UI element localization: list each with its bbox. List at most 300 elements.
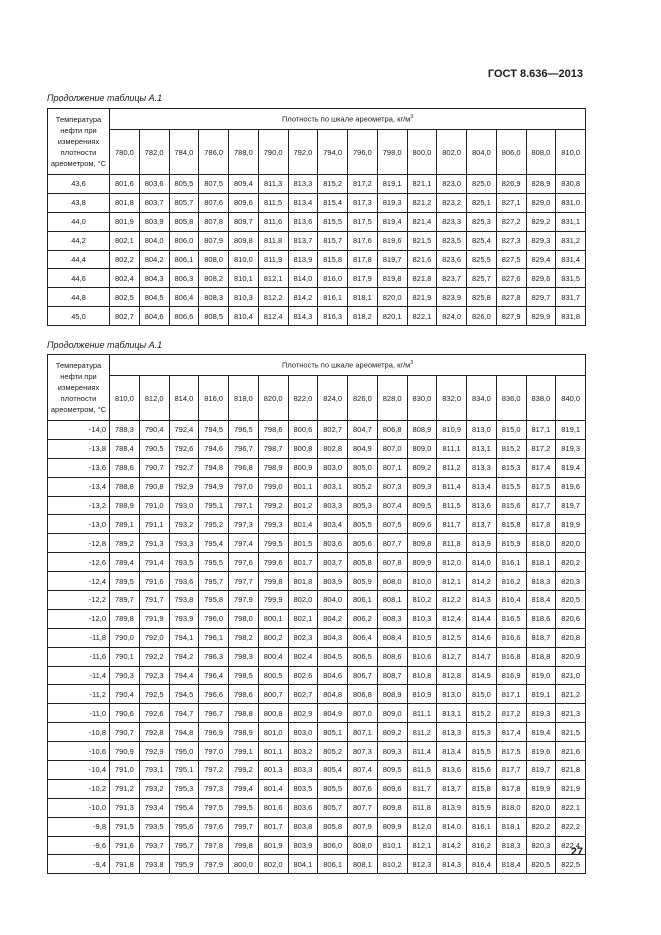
density-cell: 800,5 [258, 666, 288, 685]
column-header: 822,0 [288, 376, 318, 421]
density-cell: 797,3 [229, 515, 259, 534]
density-cell: 831,7 [556, 288, 586, 307]
density-cell: 811,8 [407, 798, 437, 817]
density-cell: 792,9 [169, 477, 199, 496]
density-cell: 797,9 [199, 855, 229, 874]
density-cell: 811,9 [258, 250, 288, 269]
unit-power: 3 [410, 360, 414, 367]
density-cell: 818,1 [496, 817, 526, 836]
density-cell: 819,7 [377, 250, 407, 269]
density-cell: 807,9 [348, 817, 378, 836]
density-cell: 793,1 [139, 761, 169, 780]
temperature-cell: -11,0 [48, 704, 110, 723]
density-cell: 802,2 [110, 250, 140, 269]
density-cell: 818,2 [348, 307, 378, 326]
density-cell: 822,5 [556, 855, 586, 874]
density-cell: 807,4 [348, 761, 378, 780]
column-header: 814,0 [169, 376, 199, 421]
density-cell: 799,1 [229, 742, 259, 761]
density-cell: 798,3 [229, 647, 259, 666]
density-cell: 798,5 [229, 666, 259, 685]
density-cell: 811,4 [437, 477, 467, 496]
density-cell: 809,2 [377, 723, 407, 742]
density-cell: 818,1 [526, 553, 556, 572]
density-cell: 797,0 [229, 477, 259, 496]
column-header: 794,0 [318, 130, 348, 175]
density-cell: 831,4 [556, 250, 586, 269]
density-cell: 816,6 [496, 628, 526, 647]
density-cell: 789,1 [110, 515, 140, 534]
density-cell: 801,7 [258, 817, 288, 836]
density-cell: 796,8 [229, 458, 259, 477]
density-cell: 816,1 [467, 817, 497, 836]
density-cell: 813,7 [437, 779, 467, 798]
table-row [48, 817, 586, 836]
temperature-cell: 44,6 [48, 269, 110, 288]
density-cell: 801,3 [258, 761, 288, 780]
density-cell: 797,9 [229, 591, 259, 610]
table-row [48, 704, 586, 723]
density-cell: 802,4 [288, 647, 318, 666]
density-cell: 816,0 [318, 269, 348, 288]
density-cell: 810,6 [407, 647, 437, 666]
density-cell: 798,7 [258, 439, 288, 458]
density-cell: 793,9 [169, 609, 199, 628]
density-cell: 788,9 [110, 496, 140, 515]
temperature-cell: 44,0 [48, 212, 110, 231]
temperature-cell: -11,2 [48, 685, 110, 704]
density-cell: 806,3 [169, 269, 199, 288]
density-cell: 792,2 [139, 647, 169, 666]
density-cell: 813,6 [288, 212, 318, 231]
density-cell: 806,5 [348, 647, 378, 666]
density-cell: 810,9 [407, 685, 437, 704]
density-cell: 820,3 [526, 836, 556, 855]
density-cell: 800,0 [229, 855, 259, 874]
density-cell: 817,9 [348, 269, 378, 288]
density-cell: 809,8 [407, 534, 437, 553]
density-cell: 801,6 [258, 798, 288, 817]
density-cell: 815,0 [467, 685, 497, 704]
density-cell: 812,3 [407, 855, 437, 874]
density-cell: 795,1 [199, 496, 229, 515]
density-cell: 796,5 [229, 421, 259, 440]
density-cell: 815,5 [467, 742, 497, 761]
density-cell: 802,7 [288, 685, 318, 704]
density-cell: 807,3 [348, 742, 378, 761]
density-cell: 827,2 [496, 212, 526, 231]
density-cell: 800,1 [258, 609, 288, 628]
density-cell: 806,1 [169, 250, 199, 269]
density-cell: 802,9 [288, 704, 318, 723]
density-cell: 803,9 [139, 212, 169, 231]
density-cell: 809,5 [407, 496, 437, 515]
column-header: 802,0 [437, 130, 467, 175]
density-cell: 816,4 [496, 591, 526, 610]
density-cell: 817,1 [526, 421, 556, 440]
density-cell: 827,1 [496, 193, 526, 212]
density-cell: 821,3 [556, 704, 586, 723]
density-cell: 805,6 [348, 534, 378, 553]
density-cell: 792,3 [139, 666, 169, 685]
density-cell: 797,1 [229, 496, 259, 515]
density-cell: 802,7 [110, 307, 140, 326]
density-cell: 820,0 [377, 288, 407, 307]
density-cell: 805,4 [318, 761, 348, 780]
density-cell: 791,3 [110, 798, 140, 817]
density-cell: 819,1 [377, 175, 407, 194]
density-cell: 809,6 [377, 779, 407, 798]
density-cell: 821,5 [556, 723, 586, 742]
density-cell: 803,3 [318, 496, 348, 515]
unit-power: 3 [410, 114, 414, 121]
page-number: 27 [570, 846, 583, 858]
density-cell: 803,4 [318, 515, 348, 534]
density-cell: 808,0 [377, 572, 407, 591]
density-cell: 807,8 [199, 212, 229, 231]
density-cell: 794,5 [199, 421, 229, 440]
temperature-cell: -13,0 [48, 515, 110, 534]
density-cell: 796,0 [199, 609, 229, 628]
density-cell: 802,6 [288, 666, 318, 685]
density-cell: 809,4 [229, 175, 259, 194]
density-cell: 818,0 [496, 798, 526, 817]
density-cell: 819,3 [556, 439, 586, 458]
density-cell: 804,3 [139, 269, 169, 288]
density-cell: 799,7 [229, 817, 259, 836]
density-cell: 791,9 [139, 609, 169, 628]
density-cell: 796,4 [199, 666, 229, 685]
density-cell: 793,7 [139, 836, 169, 855]
density-cell: 807,0 [348, 704, 378, 723]
density-cell: 795,3 [169, 779, 199, 798]
density-cell: 827,8 [496, 288, 526, 307]
density-cell: 799,2 [229, 761, 259, 780]
density-cell: 803,6 [318, 534, 348, 553]
density-cell: 807,6 [199, 193, 229, 212]
density-cell: 795,2 [199, 515, 229, 534]
density-cell: 817,6 [348, 231, 378, 250]
density-cell: 799,8 [258, 572, 288, 591]
density-cell: 801,6 [110, 175, 140, 194]
density-cell: 790,6 [110, 704, 140, 723]
density-cell: 818,7 [526, 628, 556, 647]
density-cell: 819,7 [556, 496, 586, 515]
density-cell: 793,8 [139, 855, 169, 874]
density-cell: 790,4 [139, 421, 169, 440]
density-cell: 790,3 [110, 666, 140, 685]
temperature-cell: -10,8 [48, 723, 110, 742]
column-header: 832,0 [437, 376, 467, 421]
table-caption: Продолжение таблицы А.1 [47, 93, 163, 103]
density-cell: 815,6 [467, 761, 497, 780]
density-cell: 814,3 [467, 591, 497, 610]
density-cell: 797,7 [229, 572, 259, 591]
density-cell: 800,4 [258, 647, 288, 666]
density-cell: 813,4 [437, 742, 467, 761]
density-cell: 825,4 [467, 231, 497, 250]
density-cell: 815,6 [496, 496, 526, 515]
density-cell: 798,6 [229, 685, 259, 704]
density-cell: 807,7 [377, 534, 407, 553]
table-row [48, 742, 586, 761]
density-cell: 820,6 [556, 609, 586, 628]
density-cell: 803,0 [318, 458, 348, 477]
density-cell: 790,7 [139, 458, 169, 477]
density-table-2 [47, 354, 586, 874]
density-cell: 800,2 [258, 628, 288, 647]
density-cell: 793,2 [169, 515, 199, 534]
density-cell: 810,8 [407, 666, 437, 685]
density-cell: 813,3 [437, 723, 467, 742]
density-cell: 831,8 [556, 307, 586, 326]
column-header: 786,0 [199, 130, 229, 175]
density-cell: 799,2 [258, 496, 288, 515]
density-cell: 805,5 [169, 175, 199, 194]
density-cell: 821,1 [407, 175, 437, 194]
density-cell: 814,2 [437, 836, 467, 855]
density-cell: 809,3 [407, 477, 437, 496]
density-cell: 815,3 [467, 723, 497, 742]
density-span-header [110, 355, 586, 376]
density-cell: 831,0 [556, 193, 586, 212]
density-cell: 821,5 [407, 231, 437, 250]
column-header: 792,0 [288, 130, 318, 175]
density-cell: 828,9 [526, 175, 556, 194]
density-cell: 791,2 [110, 779, 140, 798]
density-cell: 790,1 [110, 647, 140, 666]
density-cell: 801,1 [288, 477, 318, 496]
density-cell: 799,0 [258, 477, 288, 496]
density-cell: 821,8 [556, 761, 586, 780]
density-cell: 803,9 [318, 572, 348, 591]
density-cell: 818,1 [348, 288, 378, 307]
density-cell: 809,7 [229, 212, 259, 231]
density-cell: 789,5 [110, 572, 140, 591]
density-cell: 806,7 [348, 666, 378, 685]
density-cell: 794,2 [169, 647, 199, 666]
table-row [48, 231, 586, 250]
density-cell: 801,7 [288, 553, 318, 572]
density-cell: 808,9 [407, 421, 437, 440]
table-row [48, 647, 586, 666]
density-cell: 831,1 [556, 212, 586, 231]
table-row [48, 666, 586, 685]
density-cell: 800,8 [258, 704, 288, 723]
density-cell: 816,2 [496, 572, 526, 591]
density-cell: 790,0 [110, 628, 140, 647]
density-cell: 798,9 [258, 458, 288, 477]
density-cell: 798,2 [229, 628, 259, 647]
density-cell: 819,7 [526, 761, 556, 780]
density-cell: 825,7 [467, 269, 497, 288]
density-cell: 799,5 [229, 798, 259, 817]
column-header: 782,0 [139, 130, 169, 175]
density-cell: 819,9 [526, 779, 556, 798]
density-cell: 810,2 [377, 855, 407, 874]
density-cell: 819,4 [526, 723, 556, 742]
density-cell: 797,0 [199, 742, 229, 761]
density-cell: 799,6 [258, 553, 288, 572]
density-cell: 819,6 [556, 477, 586, 496]
density-cell: 823,5 [437, 231, 467, 250]
density-cell: 819,1 [556, 421, 586, 440]
density-cell: 818,0 [526, 534, 556, 553]
density-cell: 793,4 [139, 798, 169, 817]
density-cell: 815,4 [318, 193, 348, 212]
density-cell: 808,2 [199, 269, 229, 288]
density-cell: 811,2 [407, 723, 437, 742]
density-cell: 822,2 [556, 817, 586, 836]
density-cell: 814,0 [288, 269, 318, 288]
table-row [48, 779, 586, 798]
density-cell: 813,9 [437, 798, 467, 817]
density-cell: 801,9 [258, 836, 288, 855]
density-cell: 819,8 [377, 269, 407, 288]
density-cell: 801,2 [288, 496, 318, 515]
density-cell: 788,8 [110, 477, 140, 496]
density-cell: 812,2 [258, 288, 288, 307]
density-cell: 829,0 [526, 193, 556, 212]
column-header: 796,0 [348, 130, 378, 175]
density-cell: 819,0 [526, 666, 556, 685]
temperature-cell: 44,8 [48, 288, 110, 307]
density-cell: 810,0 [407, 572, 437, 591]
density-cell: 792,7 [169, 458, 199, 477]
table-row [48, 628, 586, 647]
density-cell: 807,9 [199, 231, 229, 250]
density-cell: 800,8 [288, 439, 318, 458]
density-cell: 799,4 [229, 779, 259, 798]
table-row [48, 572, 586, 591]
density-cell: 829,7 [526, 288, 556, 307]
density-cell: 817,8 [526, 515, 556, 534]
density-cell: 788,3 [110, 421, 140, 440]
density-cell: 791,8 [110, 855, 140, 874]
column-header: 810,0 [556, 130, 586, 175]
density-cell: 829,9 [526, 307, 556, 326]
density-cell: 794,1 [169, 628, 199, 647]
density-cell: 803,8 [288, 817, 318, 836]
column-header: 810,0 [110, 376, 140, 421]
density-cell: 804,9 [318, 704, 348, 723]
density-cell: 803,2 [288, 742, 318, 761]
temperature-cell: -9,6 [48, 836, 110, 855]
density-cell: 815,9 [467, 798, 497, 817]
density-cell: 815,5 [496, 477, 526, 496]
density-cell: 810,0 [229, 250, 259, 269]
density-cell: 803,7 [318, 553, 348, 572]
density-cell: 813,0 [467, 421, 497, 440]
density-cell: 817,4 [496, 723, 526, 742]
density-cell: 823,0 [437, 175, 467, 194]
temperature-cell: -11,6 [48, 647, 110, 666]
density-cell: 801,5 [288, 534, 318, 553]
density-span-header [110, 109, 586, 130]
density-cell: 817,2 [496, 704, 526, 723]
density-cell: 815,2 [318, 175, 348, 194]
density-cell: 809,8 [377, 798, 407, 817]
density-cell: 792,5 [139, 685, 169, 704]
density-cell: 809,9 [407, 553, 437, 572]
density-cell: 793,3 [169, 534, 199, 553]
density-cell: 809,8 [229, 231, 259, 250]
column-header: 836,0 [496, 376, 526, 421]
density-cell: 805,7 [318, 798, 348, 817]
density-cell: 804,5 [318, 647, 348, 666]
param-header: Температура нефти при измерениях плотности ареометром, °С [48, 109, 110, 175]
density-cell: 793,8 [169, 591, 199, 610]
density-cell: 789,7 [110, 591, 140, 610]
density-cell: 813,9 [288, 250, 318, 269]
density-cell: 812,0 [437, 553, 467, 572]
density-cell: 806,2 [348, 609, 378, 628]
density-cell: 807,1 [348, 723, 378, 742]
density-cell: 792,0 [139, 628, 169, 647]
table-row [48, 307, 586, 326]
density-cell: 820,8 [556, 628, 586, 647]
temperature-cell: -12,4 [48, 572, 110, 591]
density-cell: 792,9 [139, 742, 169, 761]
density-cell: 825,5 [467, 250, 497, 269]
density-cell: 794,4 [169, 666, 199, 685]
density-cell: 809,0 [377, 704, 407, 723]
table-row [48, 685, 586, 704]
density-cell: 799,5 [258, 534, 288, 553]
density-cell: 822,1 [556, 798, 586, 817]
span-header-text: Плотность по шкале ареометра, кг/м [282, 114, 411, 124]
density-cell: 805,8 [348, 553, 378, 572]
density-cell: 795,4 [169, 798, 199, 817]
density-cell: 795,6 [169, 817, 199, 836]
density-cell: 823,6 [437, 250, 467, 269]
density-cell: 811,8 [258, 231, 288, 250]
density-cell: 814,0 [467, 553, 497, 572]
density-cell: 817,5 [348, 212, 378, 231]
density-cell: 811,6 [258, 212, 288, 231]
density-cell: 825,1 [467, 193, 497, 212]
density-cell: 801,4 [288, 515, 318, 534]
density-cell: 829,2 [526, 212, 556, 231]
density-cell: 796,1 [199, 628, 229, 647]
density-cell: 789,8 [110, 609, 140, 628]
density-cell: 815,0 [496, 421, 526, 440]
density-cell: 812,4 [258, 307, 288, 326]
density-cell: 811,1 [407, 704, 437, 723]
density-cell: 810,1 [229, 269, 259, 288]
column-header: 804,0 [467, 130, 497, 175]
density-cell: 799,3 [258, 515, 288, 534]
density-cell: 811,5 [437, 496, 467, 515]
table-row [48, 288, 586, 307]
density-cell: 790,9 [110, 742, 140, 761]
column-header: 830,0 [407, 376, 437, 421]
density-cell: 809,5 [377, 761, 407, 780]
density-cell: 817,7 [496, 761, 526, 780]
density-cell: 809,0 [407, 439, 437, 458]
density-cell: 800,6 [288, 421, 318, 440]
density-cell: 817,2 [348, 175, 378, 194]
density-cell: 820,2 [556, 553, 586, 572]
density-cell: 806,8 [348, 685, 378, 704]
density-cell: 814,2 [288, 288, 318, 307]
density-cell: 805,2 [348, 477, 378, 496]
density-cell: 790,4 [110, 685, 140, 704]
density-cell: 807,3 [377, 477, 407, 496]
density-cell: 807,5 [377, 515, 407, 534]
density-cell: 814,3 [288, 307, 318, 326]
density-cell: 803,6 [139, 175, 169, 194]
